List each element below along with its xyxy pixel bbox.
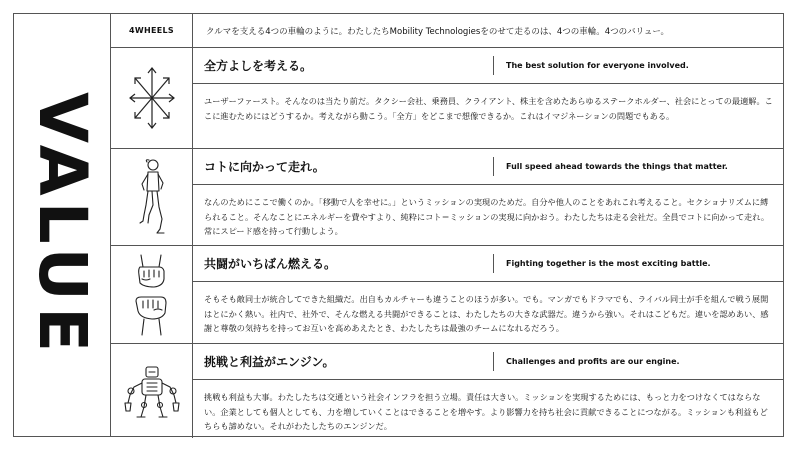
arrows-icon xyxy=(127,64,177,132)
value-title-en: Challenges and profits are our engine. xyxy=(506,357,680,366)
header-row-3 xyxy=(193,246,783,282)
title-column xyxy=(14,14,111,436)
value-body: そもそも敵同士が統合してできた組織だ。出自もカルチャーも違うことのほうが多い。でも。マンガでもドラマでも、ライバル同士が手を組んで戦う展開はとにかく熱い。社内で、社外で、そんな燃える共闘ができることは、わたしたちの大きな武器だ。違うから強い。それはこどもだ。違いを認めあい、感謝と尊敬の気持ちを持ってお互いを高めあえたとき、わたしたちは最強のチームになれるだろう。 xyxy=(204,294,769,333)
value-title-en: Full speed ahead towards the things that matter. xyxy=(506,162,728,171)
value-section-1 xyxy=(111,48,783,149)
icon-cell-2 xyxy=(111,149,193,245)
value-section-4 xyxy=(111,344,783,438)
wheels-row xyxy=(111,14,783,48)
icon-cell-1 xyxy=(111,48,193,148)
robot-icon xyxy=(122,361,182,421)
value-section-3 xyxy=(111,246,783,344)
runner-icon xyxy=(135,157,169,237)
wheels-label: 4WHEELS xyxy=(111,14,193,47)
title-divider xyxy=(493,157,494,176)
wheels-text: クルマを支える4つの車輪のように。わたしたちMobility Technologiesをのせて走るのは、4つの車輪。4つのバリュー。 xyxy=(206,26,670,37)
title-divider xyxy=(493,254,494,273)
value-title-en: Fighting together is the most exciting battle. xyxy=(506,259,711,268)
value-body: 挑戦も利益も大事。わたしたちは交通という社会インフラを担う立場。責任は大きい。ミッションを実現するためには、もっと力をつけなくてはならない。企業としても個人としても、力を増していくことはできることを増やす。より影響力を持ち社会に貢献できることにつながる。ミッションも利益もどちらも諦めない。それがわたしたちのエンジンだ。 xyxy=(204,392,768,431)
header-row-4 xyxy=(193,344,783,380)
value-title-jp: コトに向かって走れ。 xyxy=(204,160,325,174)
header-row-2 xyxy=(193,149,783,185)
header-row-1 xyxy=(193,48,783,84)
value-title-en: The best solution for everyone involved. xyxy=(506,61,689,70)
fists-icon xyxy=(130,253,174,337)
value-body: なんのためにここで働くのか。「移動で人を幸せに。」というミッションの実現のためだ。自分や他人のことをあれこれ考えること。セクショナリズムに縛られること。そんなことにエネルギーを費やすより、純粋にコト＝ミッションの実現に向かおう。わたしたちは走る会社だ。全員でコトに向かって走れ。常にスピード感を持って行動しよう。 xyxy=(204,197,770,236)
value-body: ユーザーファースト。そんなのは当たり前だ。タクシー会社、乗務員、クライアント、株主を含めたあらゆるステークホルダー、社会にとっての最適解。ここに進むためにはどうするか。考えながら動こう。「全方」をどこまで想像できるか。これはイマジネーションの問題でもある。 xyxy=(204,96,773,121)
value-title-jp: 共闘がいちばん燃える。 xyxy=(204,257,337,271)
value-title: VALUE xyxy=(24,91,101,359)
title-divider xyxy=(493,56,494,75)
value-table xyxy=(13,13,784,437)
value-section-2 xyxy=(111,149,783,246)
icon-cell-4 xyxy=(111,344,193,438)
value-title-jp: 挑戦と利益がエンジン。 xyxy=(204,355,335,369)
icon-cell-3 xyxy=(111,246,193,343)
value-title-jp: 全方よしを考える。 xyxy=(204,59,313,73)
title-divider xyxy=(493,352,494,371)
